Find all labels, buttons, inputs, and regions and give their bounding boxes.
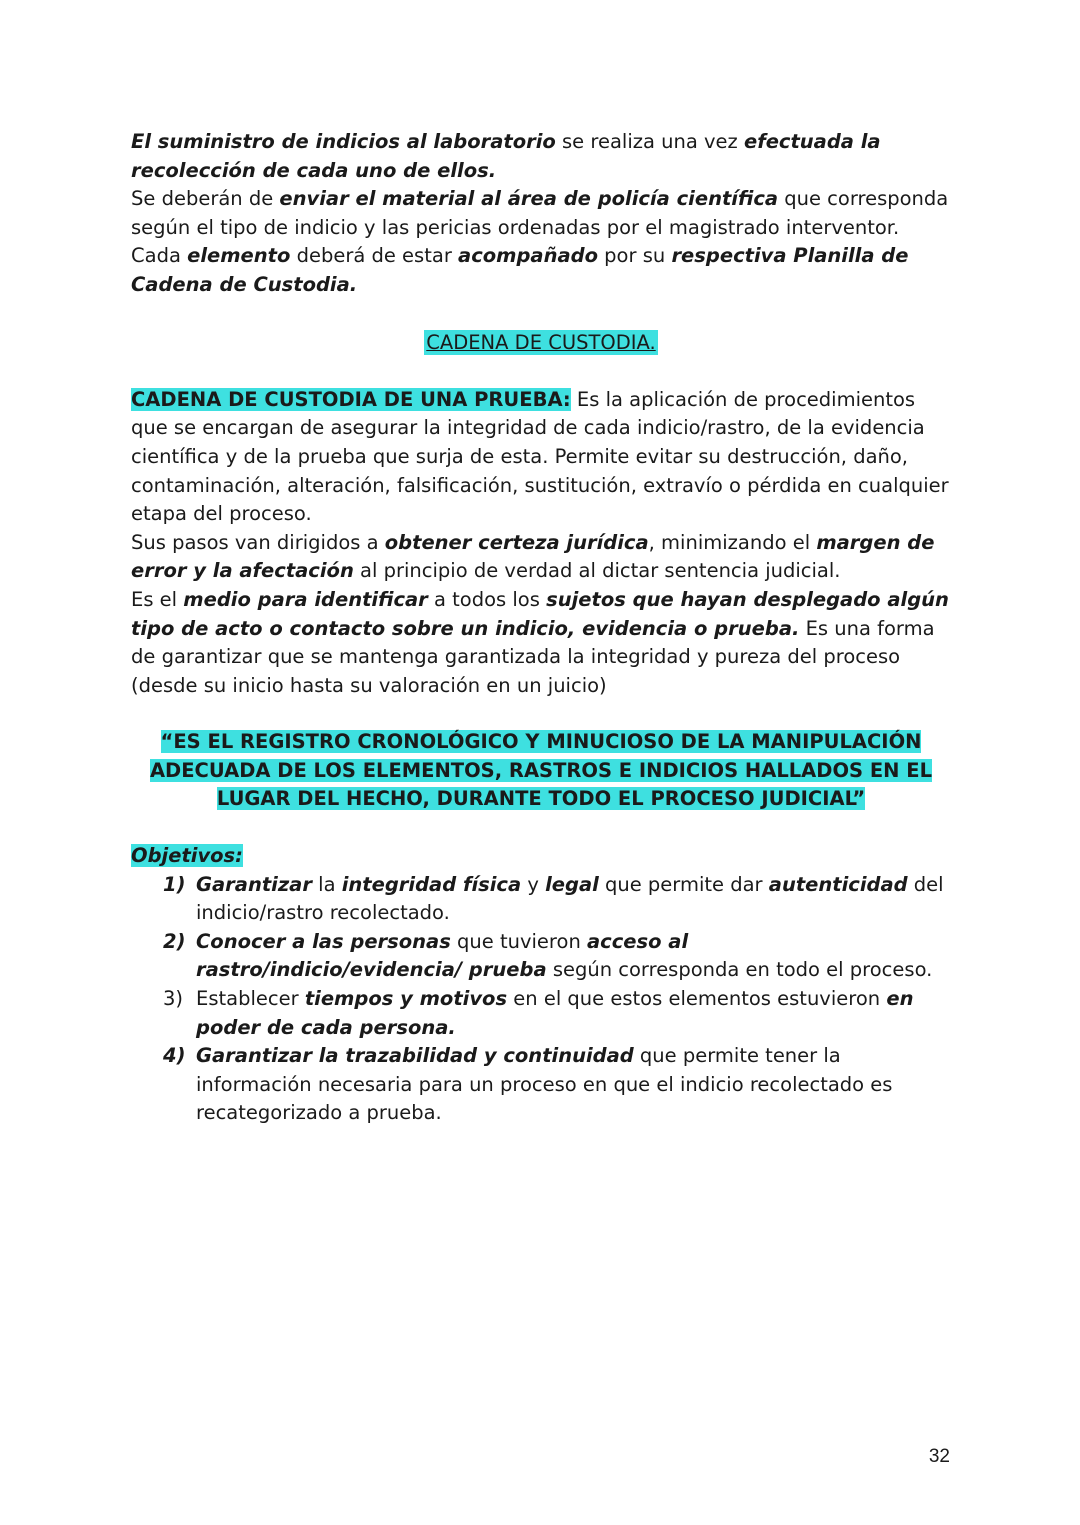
objective-text [196, 985, 951, 1042]
objective-text [196, 871, 951, 928]
definition-text-5: Es el [131, 587, 184, 611]
intro-text-5: deberá de estar [290, 244, 459, 268]
objective-plain: en el que estos elementos estuvieron [507, 987, 887, 1011]
intro-text-1: se realiza una vez [555, 130, 744, 153]
quote-line-2: ADECUADA DE LOS ELEMENTOS, RASTROS E INDICIOS HALLADOS EN EL [149, 758, 933, 782]
definition-bold-3: medio para identificar [183, 587, 428, 611]
definition-bold-2: margen de error y la afectación [131, 530, 935, 583]
document-page [131, 128, 951, 1128]
objective-bold: tiempos y motivos [304, 987, 508, 1011]
objective-text [196, 928, 951, 985]
definition-text-2: Sus pasos van dirigidos a [131, 530, 385, 554]
objective-number: 1) [163, 872, 186, 896]
objective-plain: que permite tener la información necesaria para un proceso en que el indicio recolectado es recategorizado a prueba. [196, 1044, 893, 1125]
objective-bold: Conocer a las personas [196, 929, 451, 953]
intro-text-3: que corresponda según el tipo de indicio y las pericias ordenadas por el magistrado interventor. [131, 187, 949, 239]
objective-plain: y [521, 872, 546, 896]
highlight-quote [131, 728, 951, 814]
objective-number: 2) [163, 929, 186, 953]
quote-line-3: LUGAR DEL HECHO, DURANTE TODO EL PROCESO JUDICIAL” [216, 787, 866, 811]
objective-item-3 [131, 985, 951, 1042]
objective-item-2 [131, 928, 951, 985]
page-number: 32 [928, 1446, 950, 1467]
objectives-title [131, 842, 951, 871]
intro-bold-5: acompañado [458, 244, 598, 268]
objective-plain: del indicio/rastro recolectado. [196, 872, 944, 925]
definition-bold-1: obtener certeza jurídica [384, 530, 649, 554]
intro-text-4: Cada [131, 244, 188, 268]
objective-number: 3) [163, 987, 184, 1011]
quote-line-1: “ES EL REGISTRO CRONOLÓGICO Y MINUCIOSO DE LA MANIPULACIÓN [160, 730, 922, 754]
objective-text [196, 1042, 951, 1128]
intro-bold-2: efectuada la recolección de cada uno de ellos. [131, 130, 881, 182]
objectives-list [131, 871, 951, 1128]
objective-bold: integridad física [341, 872, 522, 896]
objective-bold: en poder de cada persona. [196, 987, 914, 1039]
objective-plain: que tuvieron [450, 929, 587, 953]
objective-bold: autenticidad [768, 872, 908, 896]
section-title [131, 329, 951, 358]
objective-number: 4) [163, 1044, 186, 1068]
section-title-text: CADENA DE CUSTODIA. [426, 330, 656, 354]
objective-bold: acceso al rastro/indicio/evidencia/ prueba [196, 929, 689, 982]
definition-text: Es la aplicación de procedimientos que se encargan de asegurar la integridad de cada indicio/rastro, de la evidencia científica y de la prueba que surja de esta. Permite evitar su destrucción, daño, contaminación, alteración, falsificación, sustitución, extravío o pérdida en cualquier etapa del proceso. [131, 387, 949, 526]
intro-text-2: Se deberán de [131, 187, 280, 211]
intro-text-6: por su [597, 244, 672, 268]
definition-text-6: a todos los [427, 587, 547, 611]
definition-bold-4: sujetos que hayan desplegado algún tipo de acto o contacto sobre un indicio, evidencia o prueba. [131, 587, 949, 640]
objective-item-4 [131, 1042, 951, 1128]
definition-text-3: , minimizando el [648, 530, 817, 554]
objective-plain: según corresponda en todo el proceso. [546, 958, 933, 982]
intro-bold-4: elemento [187, 244, 291, 268]
definition-text-7: Es una forma de garantizar que se mantenga garantizada la integridad y pureza del proceso (desde su inicio hasta su valoración en un juicio) [131, 616, 935, 697]
definition-text-4: al principio de verdad al dictar sentencia judicial. [353, 559, 841, 583]
objectives-title-text: Objetivos: [131, 844, 243, 868]
definition-label: CADENA DE CUSTODIA DE UNA PRUEBA: [131, 387, 571, 411]
objective-plain: la [311, 872, 342, 896]
objective-bold: Garantizar [196, 872, 312, 896]
objective-plain: que permite dar [598, 872, 769, 896]
intro-paragraph [131, 128, 951, 300]
objective-bold: legal [545, 872, 599, 896]
intro-bold-1: El suministro de indicios al laboratorio [131, 130, 556, 153]
intro-bold-6: respectiva Planilla de Cadena de Custodia. [131, 244, 909, 296]
intro-bold-3: enviar el material al área de policía científica [279, 187, 779, 211]
objective-item-1 [131, 871, 951, 928]
objective-plain: Establecer [196, 987, 305, 1011]
definition-paragraph [131, 386, 951, 701]
objective-bold: Garantizar la trazabilidad y continuidad [196, 1044, 634, 1068]
